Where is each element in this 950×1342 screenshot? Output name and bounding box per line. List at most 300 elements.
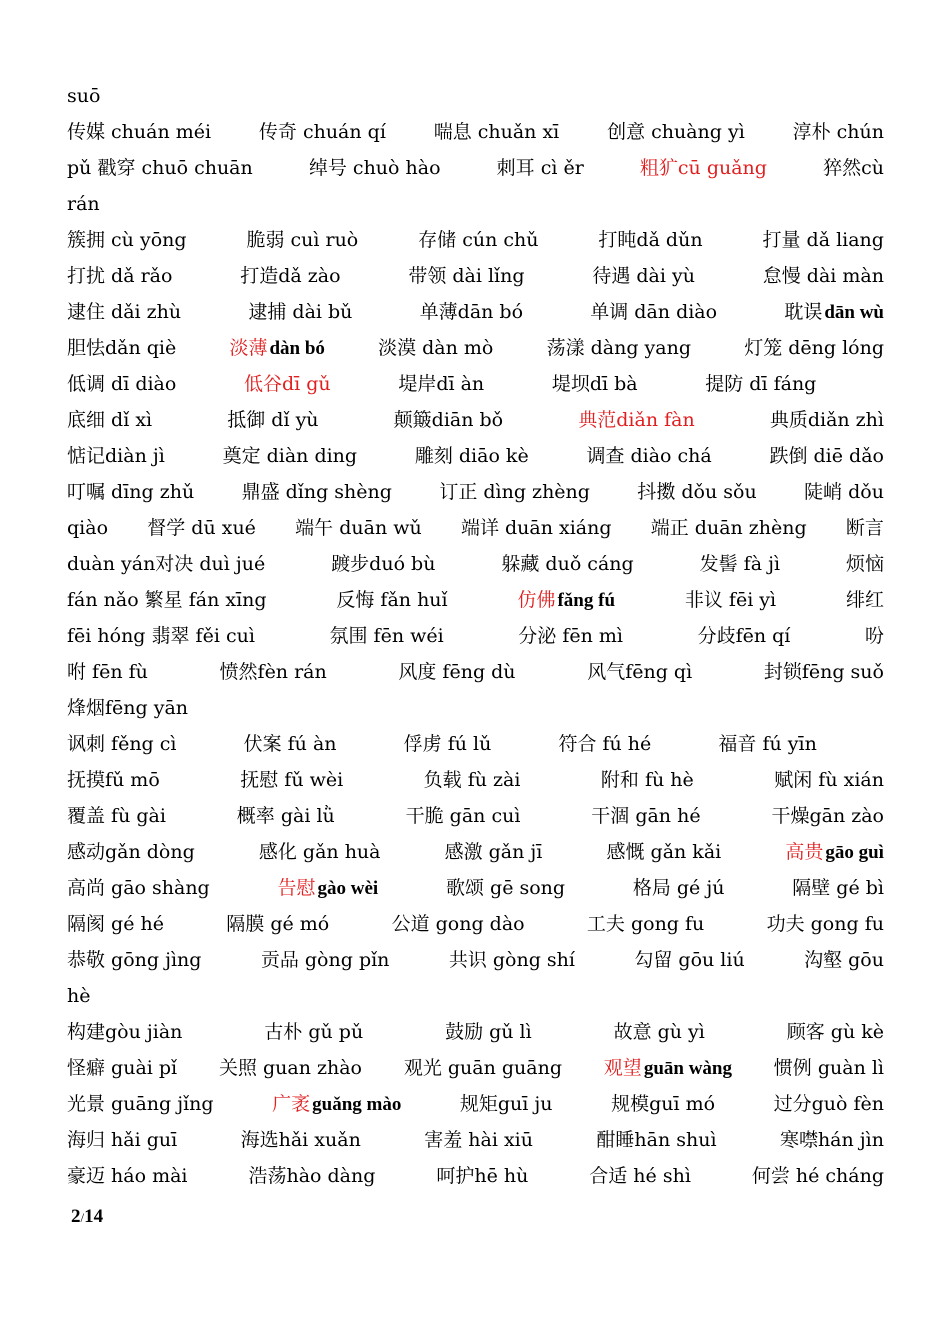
vocabulary-list [67, 78, 884, 1194]
vocab-pinyin: gào wèi [317, 878, 379, 899]
vocab-entry [246, 222, 358, 258]
text-line [67, 294, 884, 330]
vocab-term: 堤坝dī bà [551, 373, 638, 395]
vocab-entry [378, 330, 493, 366]
vocab-entry [461, 510, 612, 546]
vocab-entry [611, 1086, 715, 1122]
vocab-entry [744, 330, 884, 366]
vocab-entry [552, 366, 638, 402]
page-separator: / [80, 1210, 85, 1225]
vocab-entry [784, 294, 884, 331]
vocab-entry [398, 366, 484, 402]
vocab-term: 带领 dài lǐng [408, 265, 525, 287]
vocab-entry [67, 690, 188, 726]
vocab-entry [752, 1158, 884, 1194]
vocab-term: 告慰 [277, 877, 316, 899]
vocab-term: 仿佛 [517, 589, 556, 611]
vocab-term: 封锁fēng suǒ [763, 661, 884, 683]
vocab-entry [226, 906, 329, 942]
vocab-entry [587, 654, 692, 690]
vocab-term: 逮住 dǎi zhù [67, 301, 182, 323]
vocab-entry [705, 366, 816, 402]
vocab-term: 构建gòu jiàn [67, 1021, 183, 1043]
vocab-term: 干涸 gān hé [591, 805, 701, 827]
vocab-term: 符合 fú hé [558, 733, 652, 755]
vocab-entry [242, 474, 392, 510]
vocab-term: 抚慰 fǔ wèi [240, 769, 344, 791]
vocab-entry [67, 330, 176, 366]
vocab-term: 鼓励 gǔ lì [445, 1021, 532, 1043]
vocab-entry [392, 906, 525, 942]
vocab-entry [67, 654, 148, 690]
text-line [67, 546, 884, 582]
vocab-entry [67, 438, 165, 474]
vocab-term: 典质diǎn zhì [769, 409, 884, 431]
vocab-entry [67, 294, 181, 330]
vocab-term: 海归 hǎi guī [67, 1129, 178, 1151]
vocab-term: 荡漾 dàng yang [546, 337, 691, 359]
vocab-term: 感慨 gǎn kǎi [606, 841, 722, 863]
vocab-term: 订正 dìng zhèng [439, 481, 590, 503]
vocab-entry [244, 366, 331, 402]
text-line [67, 870, 884, 906]
vocab-pinyin: dàn bó [269, 338, 325, 359]
vocab-entry [404, 1050, 562, 1086]
vocab-entry [67, 402, 152, 438]
vocab-entry [67, 834, 195, 870]
vocab-entry [223, 438, 358, 474]
vocab-entry [763, 258, 884, 294]
vocab-entry [331, 546, 435, 582]
text-line [67, 222, 884, 258]
vocab-entry [67, 1086, 214, 1122]
vocab-entry [846, 582, 884, 618]
vocab-entry [640, 150, 767, 186]
text-line [67, 438, 884, 474]
vocab-term: 淳朴 chún [792, 121, 884, 143]
vocab-entry [804, 942, 884, 978]
vocab-term: 覆盖 fù gài [67, 805, 166, 827]
text-line [67, 1158, 884, 1194]
vocab-term: 隔阂 gé hé [67, 913, 164, 935]
vocab-entry [67, 870, 210, 906]
vocab-term: 奠定 diàn ding [222, 445, 358, 467]
vocab-term: 抖擞 dǒu sǒu [637, 481, 757, 503]
text-line [67, 1014, 884, 1050]
vocab-term: 海选hǎi xuǎn [240, 1129, 361, 1151]
vocab-entry [804, 474, 884, 510]
vocab-term: 干燥gān zào [771, 805, 884, 827]
vocab-term: 分歧fēn qí [697, 625, 791, 647]
vocab-term: 低谷dī gǔ [243, 373, 331, 395]
vocab-term: 待遇 dài yù [592, 265, 695, 287]
vocab-term: 抚摸fǔ mō [67, 769, 160, 791]
vocab-entry [787, 1014, 884, 1050]
vocab-entry [67, 978, 90, 1014]
vocab-entry [517, 582, 615, 619]
vocab-entry [248, 1158, 375, 1194]
vocab-term: 古朴 gǔ pǔ [264, 1021, 364, 1043]
vocab-term: 创意 chuàng yì [607, 121, 745, 143]
vocab-entry [718, 726, 816, 762]
vocab-entry [601, 762, 694, 798]
vocab-entry [774, 1086, 884, 1122]
vocab-term: 顾客 gù kè [786, 1021, 884, 1043]
vocab-term: 关照 guan zhào [218, 1057, 362, 1079]
vocab-entry [237, 798, 335, 834]
vocab-term: 歌颂 gē song [446, 877, 566, 899]
vocab-entry [774, 1050, 884, 1086]
vocab-term: 典范diǎn fàn [578, 409, 695, 431]
vocab-term: 怪癖 guài pǐ [67, 1057, 178, 1079]
vocab-entry [785, 834, 884, 871]
vocab-term: 存储 cún chǔ [418, 229, 539, 251]
vocab-term: 高尚 gāo shàng [67, 877, 210, 899]
vocab-entry [449, 942, 575, 978]
vocab-entry [415, 438, 529, 474]
vocab-term: 功夫 gong fu [766, 913, 884, 935]
vocab-term: 底细 dǐ xì [67, 409, 153, 431]
vocab-term: 豪迈 háo mài [67, 1165, 188, 1187]
vocab-entry [67, 510, 108, 546]
vocab-entry [436, 1158, 528, 1194]
vocab-entry [774, 762, 884, 798]
vocab-term: 风度 fēng dù [398, 661, 516, 683]
vocab-term: 分泌 fēn mì [518, 625, 623, 647]
text-line [67, 402, 884, 438]
vocab-term: 烽烟fēng yān [67, 697, 189, 719]
vocab-entry [764, 654, 884, 690]
vocab-term: 端午 duān wǔ [295, 517, 422, 539]
vocab-entry [771, 798, 884, 834]
vocab-term: 惯例 guàn lì [773, 1057, 884, 1079]
vocab-term: 寒噤hán jìn [779, 1129, 884, 1151]
vocab-entry [596, 1122, 716, 1158]
text-line [67, 114, 884, 150]
text-line [67, 474, 884, 510]
vocab-entry [229, 330, 324, 367]
vocab-entry [780, 1122, 884, 1158]
vocab-term: 非议 fēi yì [684, 589, 777, 611]
vocab-entry [587, 906, 704, 942]
vocab-entry [67, 222, 187, 258]
vocab-entry [67, 726, 176, 762]
vocab-term: 沟壑 gōu [804, 949, 884, 971]
vocab-entry [607, 834, 722, 870]
text-line [67, 618, 884, 654]
vocab-term: 陡峭 dǒu [804, 481, 884, 503]
vocab-term: 合适 hé shì [589, 1165, 691, 1187]
vocab-term: 抵御 dǐ yù [227, 409, 319, 431]
text-line [67, 834, 884, 870]
vocab-term: 附和 fù hè [600, 769, 694, 791]
vocab-term: 感动gǎn dòng [67, 841, 195, 863]
vocab-term: 恭敬 gōng jìng [67, 949, 202, 971]
vocab-term: 断言 [845, 517, 884, 539]
text-line [67, 690, 884, 726]
vocab-entry [823, 150, 884, 186]
vocab-entry [219, 1050, 362, 1086]
vocab-term: 公道 gong dào [391, 913, 525, 935]
vocab-term: 高贵 [785, 841, 824, 863]
vocab-pinyin: guān wàng [643, 1058, 732, 1079]
vocab-entry [67, 942, 201, 978]
vocab-entry [220, 654, 327, 690]
vocab-term: 淡漠 dàn mò [378, 337, 494, 359]
vocab-term: 隔膜 gé mó [226, 913, 330, 935]
vocab-term: 过分guò fèn [773, 1093, 884, 1115]
vocab-entry [259, 834, 381, 870]
vocab-term: 提防 dī fáng [705, 373, 817, 395]
vocab-term: 打造dǎ zào [240, 265, 341, 287]
vocab-entry [592, 258, 695, 294]
vocab-entry [67, 150, 253, 186]
text-line [67, 798, 884, 834]
text-line [67, 186, 884, 222]
vocab-pinyin: dān wù [824, 302, 884, 323]
vocab-term: 咐 fēn fù [67, 661, 148, 683]
vocab-entry [240, 258, 340, 294]
vocab-entry [614, 1014, 705, 1050]
vocab-entry [244, 726, 337, 762]
vocab-entry [248, 294, 352, 330]
text-line [67, 654, 884, 690]
vocab-term: 淡薄 [229, 337, 268, 359]
vocab-term: 传媒 chuán méi [67, 121, 212, 143]
vocab-entry [264, 1014, 363, 1050]
vocab-entry [147, 510, 256, 546]
vocab-entry [278, 870, 379, 907]
vocab-pinyin: gāo guì [825, 842, 884, 863]
vocab-term: 酣睡hān shuì [596, 1129, 717, 1151]
vocab-term: 脆弱 cuì ruò [246, 229, 359, 251]
text-line [67, 78, 884, 114]
vocab-entry [227, 402, 318, 438]
vocab-term: 赋闲 fù xián [774, 769, 884, 791]
vocab-term: suō [67, 85, 101, 107]
vocab-term: 单薄dān bó [419, 301, 524, 323]
vocab-term: 调查 diào chá [586, 445, 712, 467]
vocab-term: 氛围 fēn wéi [329, 625, 444, 647]
text-line [67, 1086, 884, 1122]
vocab-entry [445, 1014, 532, 1050]
vocab-entry [406, 798, 521, 834]
vocab-term: 概率 gài lǜ [236, 805, 335, 827]
vocab-term: 福音 fú yīn [718, 733, 817, 755]
vocab-entry [67, 474, 194, 510]
vocab-term: duàn yán对决 duì jué [67, 553, 266, 575]
vocab-term: 勾留 gōu liú [634, 949, 745, 971]
vocab-term: 绰号 chuò hào [308, 157, 441, 179]
vocab-term: 规模guī mó [611, 1093, 716, 1115]
vocab-entry [700, 546, 780, 582]
vocab-term: 躲藏 duǒ cáng [501, 553, 634, 575]
vocab-term: 端正 duān zhèng [650, 517, 807, 539]
vocab-term: 共识 gòng shí [448, 949, 575, 971]
vocab-term: 格局 gé jú [632, 877, 725, 899]
vocab-term: 伏案 fú àn [243, 733, 337, 755]
vocab-entry [547, 330, 691, 366]
vocab-entry [518, 618, 623, 654]
vocab-entry [424, 1122, 533, 1158]
vocab-entry [770, 402, 884, 438]
vocab-term: 负载 fù zài [423, 769, 521, 791]
text-line [67, 942, 884, 978]
vocab-term: 雕刻 diāo kè [414, 445, 529, 467]
text-line [67, 510, 884, 546]
vocab-entry [846, 510, 884, 546]
vocab-entry [404, 726, 492, 762]
vocab-term: 发髻 fà jì [699, 553, 781, 575]
vocab-term: 广袤 [272, 1093, 311, 1115]
vocab-term: 打扰 dǎ rǎo [67, 265, 173, 287]
vocab-term: 刺耳 cì ěr [496, 157, 584, 179]
vocab-term: 叮嘱 dīng zhǔ [67, 481, 195, 503]
vocab-entry [497, 150, 584, 186]
vocab-entry [445, 834, 543, 870]
vocab-term: 浩荡hào dàng [248, 1165, 376, 1187]
vocab-term: 粗犷cū guǎng [639, 157, 767, 179]
vocab-entry [685, 582, 776, 618]
vocab-entry [67, 1014, 182, 1050]
vocab-entry [240, 762, 343, 798]
vocab-term: 惦记diàn jì [67, 445, 165, 467]
vocab-entry [846, 546, 884, 582]
vocab-pinyin: fǎng fú [557, 590, 616, 611]
vocab-entry [591, 798, 700, 834]
vocab-entry [420, 294, 523, 330]
vocab-entry [446, 870, 565, 906]
vocab-entry [67, 186, 100, 222]
vocab-entry [865, 618, 884, 654]
vocab-term: 打盹dǎ dǔn [598, 229, 703, 251]
vocab-entry [67, 1158, 188, 1194]
vocab-term: rán [67, 193, 100, 215]
vocab-entry [330, 618, 444, 654]
vocab-term: 反悔 fǎn huǐ [336, 589, 448, 611]
vocab-entry [598, 222, 702, 258]
vocab-entry [501, 546, 633, 582]
vocab-term: 规矩guī ju [459, 1093, 553, 1115]
text-line [67, 978, 884, 1014]
vocab-entry [637, 474, 756, 510]
vocab-term: fán nǎo 繁星 fán xīng [67, 589, 267, 611]
vocab-term: 隔壁 gé bì [792, 877, 884, 899]
text-line [67, 906, 884, 942]
vocab-entry [769, 438, 884, 474]
vocab-term: 胆怯dǎn qiè [67, 337, 177, 359]
vocab-entry [460, 1086, 553, 1122]
vocab-term: 光景 guāng jǐng [67, 1093, 214, 1115]
vocab-term: 吩 [864, 625, 884, 647]
vocab-entry [698, 618, 791, 654]
vocab-term: 俘虏 fú lǔ [403, 733, 492, 755]
vocab-entry [589, 1158, 691, 1194]
vocab-term: 烦恼 [845, 553, 884, 575]
text-line [67, 582, 884, 618]
vocab-term: 单调 dān diào [590, 301, 718, 323]
vocab-term: 害羞 hài xiū [424, 1129, 533, 1151]
vocab-term: 堤岸dī àn [398, 373, 485, 395]
vocab-entry [394, 402, 503, 438]
vocab-term: 鼎盛 dǐng shèng [241, 481, 392, 503]
vocab-entry [578, 402, 694, 438]
vocab-term: 工夫 gong fu [586, 913, 705, 935]
vocab-term: 喘息 chuǎn xī [433, 121, 560, 143]
vocab-term: 故意 gù yì [613, 1021, 705, 1043]
vocab-entry [67, 78, 100, 114]
vocab-term: 打量 dǎ liang [762, 229, 884, 251]
text-line [67, 330, 884, 366]
vocab-term: 绯红 [845, 589, 884, 611]
vocab-entry [67, 798, 166, 834]
vocab-term: 传奇 chuán qí [258, 121, 386, 143]
vocab-term: 观望 [603, 1057, 642, 1079]
vocab-entry [67, 1050, 177, 1086]
vocab-entry [607, 114, 745, 150]
vocab-entry [261, 942, 390, 978]
vocab-entry [590, 294, 717, 330]
vocab-entry [67, 582, 267, 618]
vocab-entry [408, 258, 524, 294]
vocab-term: pǔ 戳穿 chuō chuān [67, 157, 253, 179]
vocab-term: 跌倒 diē dǎo [769, 445, 884, 467]
vocab-term: 呵护hē hù [436, 1165, 529, 1187]
page-total: 14 [84, 1206, 104, 1227]
vocab-entry [767, 906, 884, 942]
vocab-entry [67, 258, 172, 294]
text-line [67, 366, 884, 402]
vocab-entry [336, 582, 447, 618]
vocab-entry [67, 114, 211, 150]
vocab-entry [295, 510, 422, 546]
vocab-entry [604, 1050, 732, 1087]
vocab-term: 何尝 hé cháng [751, 1165, 884, 1187]
vocab-entry [259, 114, 386, 150]
text-line [67, 1122, 884, 1158]
vocab-entry [586, 438, 711, 474]
vocab-entry [792, 870, 884, 906]
vocab-term: 观光 guān guāng [403, 1057, 562, 1079]
vocab-term: fēi hóng 翡翠 fěi cuì [67, 625, 255, 647]
vocab-term: 猝然cù [823, 157, 884, 179]
vocab-term: qiào [67, 517, 109, 539]
vocab-entry [793, 114, 884, 150]
vocab-term: 端详 duān xiáng [460, 517, 612, 539]
vocab-term: 踱步duó bù [331, 553, 436, 575]
text-line [67, 762, 884, 798]
vocab-term: 愤然fèn rán [219, 661, 327, 683]
vocab-entry [763, 222, 884, 258]
vocab-entry [67, 1122, 177, 1158]
vocab-entry [67, 618, 255, 654]
vocab-entry [67, 366, 176, 402]
vocab-entry [651, 510, 807, 546]
vocab-entry [439, 474, 590, 510]
vocab-term: 耽误 [784, 301, 823, 323]
vocab-entry [272, 1086, 401, 1123]
vocab-entry [67, 762, 160, 798]
vocab-term: 低调 dī diào [67, 373, 177, 395]
vocab-entry [434, 114, 560, 150]
vocab-entry [418, 222, 538, 258]
vocab-term: 感激 gǎn jī [444, 841, 543, 863]
vocab-pinyin: guǎng mào [312, 1094, 402, 1115]
vocab-entry [633, 870, 725, 906]
text-line [67, 726, 884, 762]
vocab-entry [558, 726, 651, 762]
text-line [67, 258, 884, 294]
